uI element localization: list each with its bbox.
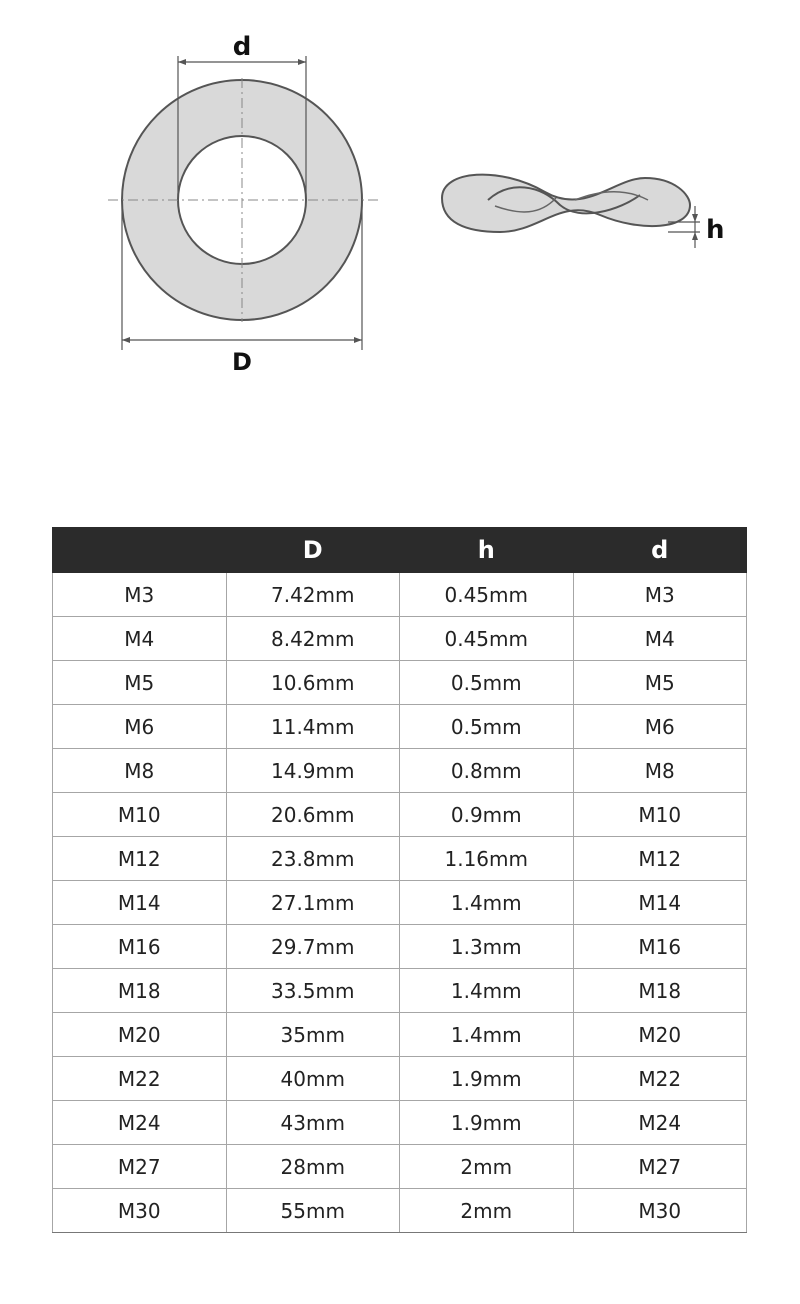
label-outer-diameter: D — [232, 348, 252, 376]
table-cell: M22 — [53, 1057, 227, 1101]
table-body — [53, 573, 747, 1233]
table-cell: M18 — [573, 969, 747, 1013]
table-cell: M5 — [53, 661, 227, 705]
label-height: h — [706, 215, 725, 245]
table-cell: 11.4mm — [226, 705, 400, 749]
h-arrow-bottom — [692, 232, 698, 240]
table-cell: 1.9mm — [400, 1101, 574, 1145]
table-cell: M24 — [53, 1101, 227, 1145]
table-cell: 40mm — [226, 1057, 400, 1101]
table-cell: M30 — [53, 1189, 227, 1233]
table-cell: M8 — [53, 749, 227, 793]
table-cell: 2mm — [400, 1189, 574, 1233]
table-cell: M27 — [53, 1145, 227, 1189]
table-row — [53, 1101, 747, 1145]
table-cell: M10 — [573, 793, 747, 837]
table-row — [53, 1057, 747, 1101]
table-cell: 8.42mm — [226, 617, 400, 661]
table-cell: M22 — [573, 1057, 747, 1101]
table-cell: M20 — [53, 1013, 227, 1057]
table-cell: 7.42mm — [226, 573, 400, 617]
table-cell: 29.7mm — [226, 925, 400, 969]
table-cell: M4 — [573, 617, 747, 661]
table-row — [53, 881, 747, 925]
table-cell: M18 — [53, 969, 227, 1013]
table-cell: 55mm — [226, 1189, 400, 1233]
table-cell: M16 — [53, 925, 227, 969]
table-cell: 1.4mm — [400, 1013, 574, 1057]
washer-top-view — [108, 32, 378, 376]
table-row — [53, 1189, 747, 1233]
table-cell: M12 — [53, 837, 227, 881]
table-cell: 0.45mm — [400, 617, 574, 661]
table-cell: 10.6mm — [226, 661, 400, 705]
table-cell: M30 — [573, 1189, 747, 1233]
table-cell: 1.9mm — [400, 1057, 574, 1101]
table-cell: M10 — [53, 793, 227, 837]
table-cell: 0.9mm — [400, 793, 574, 837]
table-cell: M3 — [53, 573, 227, 617]
table-cell: 1.4mm — [400, 881, 574, 925]
table-cell: 27.1mm — [226, 881, 400, 925]
table-row — [53, 793, 747, 837]
table-cell: M14 — [53, 881, 227, 925]
table-cell: 20.6mm — [226, 793, 400, 837]
table-cell: 1.16mm — [400, 837, 574, 881]
table-cell: 2mm — [400, 1145, 574, 1189]
table-cell: M3 — [573, 573, 747, 617]
table-row — [53, 1013, 747, 1057]
table-cell: 0.5mm — [400, 661, 574, 705]
table-row — [53, 705, 747, 749]
washer-dimension-diagram — [0, 0, 800, 420]
d-arrow-left — [178, 59, 186, 65]
table-row — [53, 837, 747, 881]
table-row — [53, 617, 747, 661]
table-cell: M6 — [53, 705, 227, 749]
table-cell: M6 — [573, 705, 747, 749]
table-cell: 1.4mm — [400, 969, 574, 1013]
table-row — [53, 1145, 747, 1189]
label-inner-diameter: d — [232, 32, 252, 62]
table-cell: 43mm — [226, 1101, 400, 1145]
table-cell: M5 — [573, 661, 747, 705]
table-row — [53, 969, 747, 1013]
table-cell: M12 — [573, 837, 747, 881]
table-cell: 14.9mm — [226, 749, 400, 793]
table-cell: 28mm — [226, 1145, 400, 1189]
d-arrow-right — [298, 59, 306, 65]
table-header-cell: D — [226, 528, 400, 573]
table-cell: 0.45mm — [400, 573, 574, 617]
table-cell: M27 — [573, 1145, 747, 1189]
washer-side-view — [442, 175, 725, 248]
table-cell: 23.8mm — [226, 837, 400, 881]
table-row — [53, 925, 747, 969]
size-spec-table — [52, 527, 747, 1233]
wave-washer-body — [442, 175, 690, 232]
table-cell: 35mm — [226, 1013, 400, 1057]
table-cell: M16 — [573, 925, 747, 969]
table-cell: 33.5mm — [226, 969, 400, 1013]
D-arrow-right — [354, 337, 362, 343]
table-cell: M24 — [573, 1101, 747, 1145]
table-cell: M20 — [573, 1013, 747, 1057]
table-cell: M4 — [53, 617, 227, 661]
table-cell: 0.8mm — [400, 749, 574, 793]
table-row — [53, 573, 747, 617]
table-cell: M14 — [573, 881, 747, 925]
table-header-row — [53, 528, 747, 573]
table-header-cell: h — [400, 528, 574, 573]
table-cell: 0.5mm — [400, 705, 574, 749]
table-cell: M8 — [573, 749, 747, 793]
table-cell: 1.3mm — [400, 925, 574, 969]
table-header-cell: d — [573, 528, 747, 573]
D-arrow-left — [122, 337, 130, 343]
table-row — [53, 749, 747, 793]
h-arrow-top — [692, 214, 698, 222]
table-header-cell — [53, 528, 227, 573]
table-row — [53, 661, 747, 705]
